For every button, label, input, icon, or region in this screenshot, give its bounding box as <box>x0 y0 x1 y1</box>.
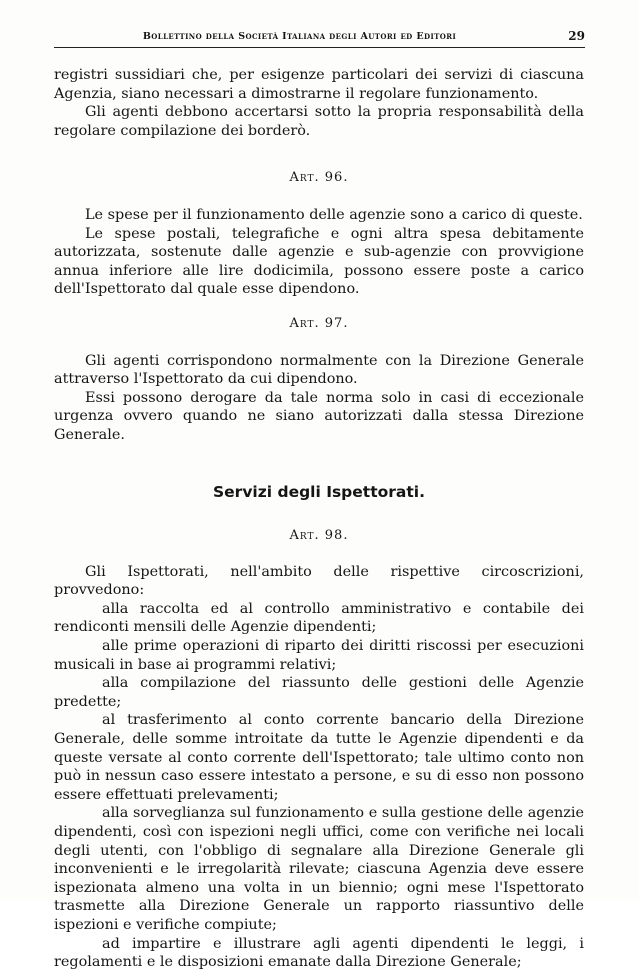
article-heading-96: Art. 96. <box>289 170 349 186</box>
list-item: alle prime operazioni di riparto dei diritti riscossi per esecuzioni musicali in base ai programmi relativi; <box>54 638 584 673</box>
page-number: 29 <box>568 29 585 43</box>
running-head <box>54 31 585 48</box>
paragraph: Gli agenti corrispondono normalmente con la Direzione Generale attraverso l'Ispettorato da cui dipendono. <box>54 352 584 388</box>
paragraph: Le spese postali, telegrafiche e ogni altra spesa debitamente autorizzata, sostenute dalle agenzie e sub-agenzie con provvigione annua inferiore alle lire dodicimila, possono essere poste a carico dell'Ispettorato dal quale esse dipendono. <box>54 225 584 298</box>
paragraph: registri sussidiari che, per esigenze particolari dei servizi di ciascuna Agenzia, siano necessari a dimostrarne il regolare funzionamento. <box>54 67 584 102</box>
article-heading-98: Art. 98. <box>289 528 349 544</box>
list-item: alla compilazione del riassunto delle gestioni delle Agenzie predette; <box>54 675 584 710</box>
list-item: alla raccolta ed al controllo amministrativo e contabile dei rendiconti mensili delle Agenzie dipendenti; <box>54 600 584 636</box>
section-heading: Servizi degli Ispettorati. <box>213 482 425 501</box>
paragraph: Gli Ispettorati, nell'ambito delle rispettive circoscrizioni, provvedono: <box>54 563 584 599</box>
body-text <box>54 66 584 972</box>
article-heading-97: Art. 97. <box>289 315 349 331</box>
journal-title: Bollettino della Società Italiana degli Autori ed Editori <box>142 31 457 42</box>
list-item: alla sorveglianza sul funzionamento e sulla gestione delle agenzie dipendenti, così con ispezioni negli uffici, come con verifiche nei locali degli utenti, con l'obbligo di segnalare alla Direzione Generale gli inconvenienti e le irregolarità rilevate; ciascuna Agenzia deve essere ispezionata almeno una volta in un biennio; ogni mese l'Ispettorato trasmette alla Direzione Generale un rapporto riassuntivo delle ispezioni e verifiche compiute; <box>54 805 584 933</box>
list-item: al trasferimento al conto corrente bancario della Direzione Generale, delle somme introitate da tutte le Agenzie dipendenti e da queste versate al conto corrente dell'Ispettorato; tale ultimo conto non può in nessun caso essere intestato a persone, e su di esso non possono essere effettuati prelevamenti; <box>54 712 584 803</box>
paragraph: Le spese per il funzionamento delle agenzie sono a carico di queste. <box>85 206 583 223</box>
list-item: ad impartire e illustrare agli agenti dipendenti le leggi, i regolamenti e le disposizioni emanate dalla Direzione Generale; <box>54 935 584 971</box>
paragraph: Gli agenti debbono accertarsi sotto la propria responsabilità della regolare compilazione dei borderò. <box>54 104 584 139</box>
paragraph: Essi possono derogare da tale norma solo in casi di eccezionale urgenza ovvero quando ne siano autorizzati dalla stessa Direzione Generale. <box>54 389 584 443</box>
